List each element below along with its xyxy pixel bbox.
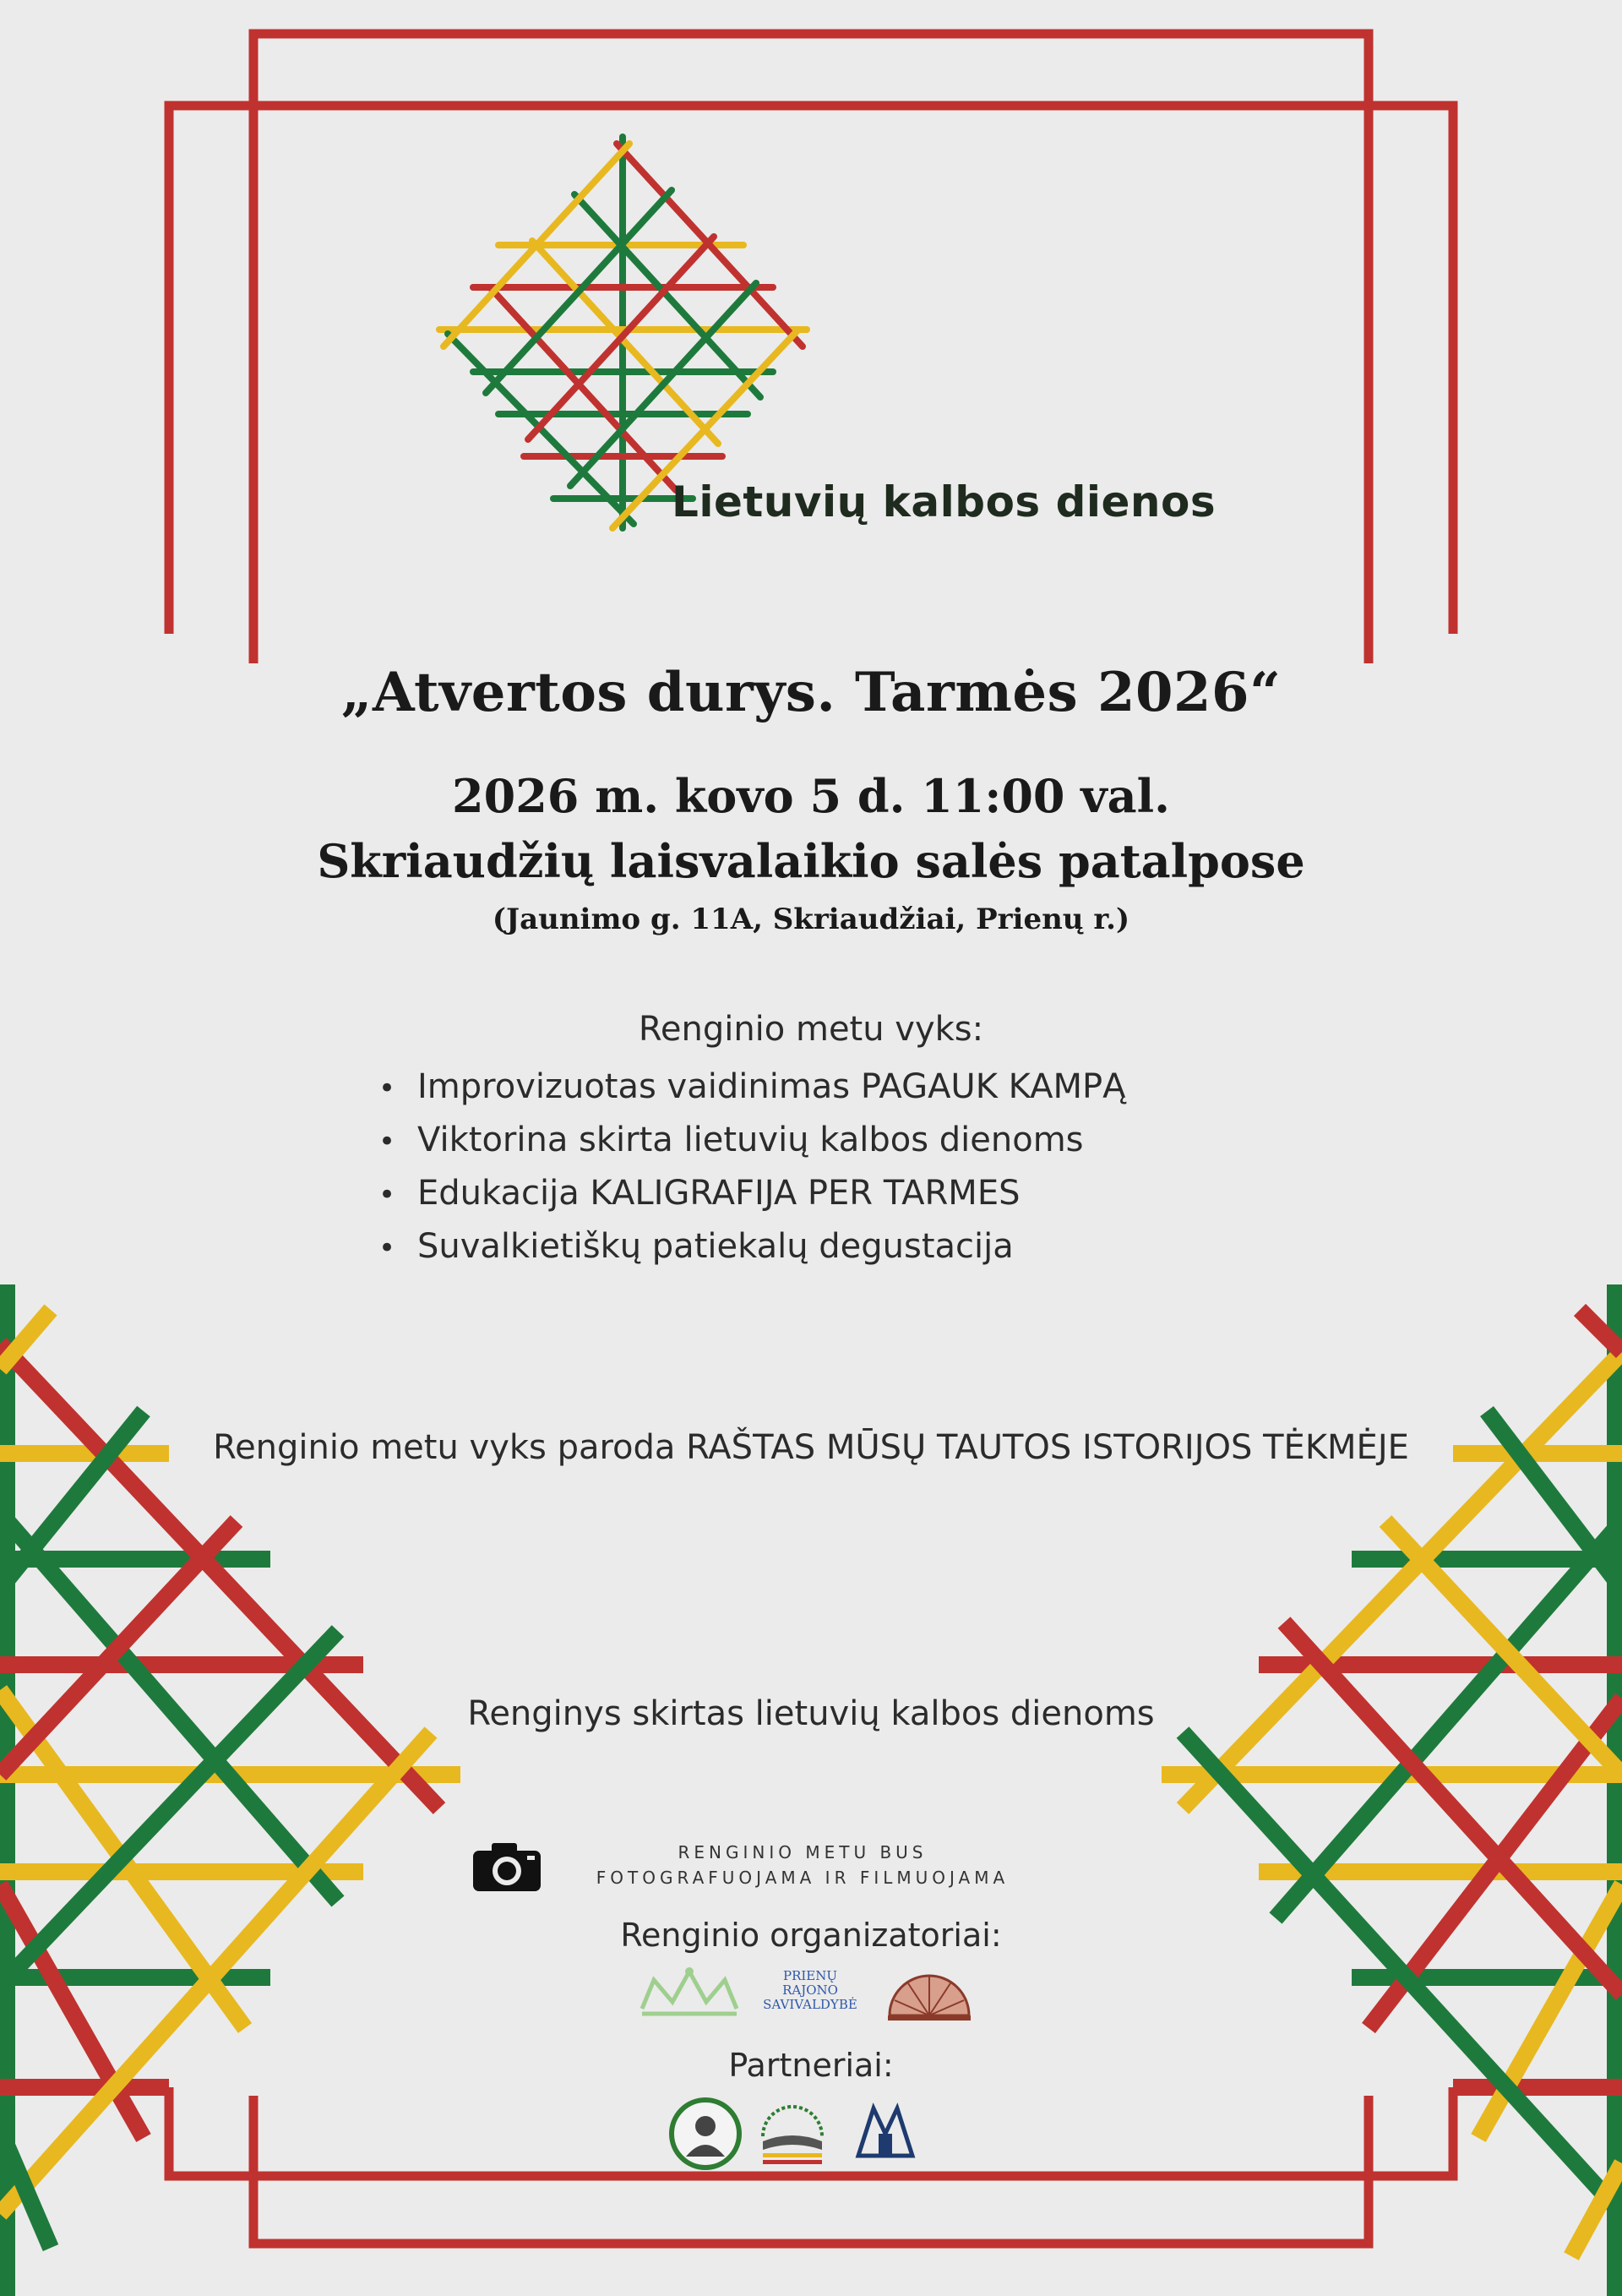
book-logo — [756, 2097, 829, 2170]
woven-diamond-logo — [439, 137, 807, 528]
event-title: „Atvertos durys. Tarmės 2026“ — [340, 661, 1282, 724]
exhibition-notice: Renginio metu vyks paroda RAŠTAS MŪSŲ TAUTOS ISTORIJOS TĖKMĖJE — [213, 1428, 1409, 1467]
program-intro: Renginio metu vyks: — [638, 1010, 984, 1049]
partners-label: Partneriai: — [728, 2047, 894, 2084]
fan-emblem-logo — [883, 1965, 976, 2024]
library-logo — [853, 2100, 917, 2168]
event-date-time: 2026 m. kovo 5 d. 11:00 val. — [452, 769, 1170, 823]
program-list — [372, 1061, 1126, 1273]
organizers-label: Renginio organizatoriai: — [620, 1917, 1002, 1954]
prienu-rajono-logo: PRIENŲ RAJONO SAVIVALDYBĖ — [763, 1968, 857, 2012]
photo-video-notice: RENGINIO METU BUS FOTOGRAFUOJAMA IR FILMUOJAMA — [596, 1842, 1010, 1888]
program-item: • Suvalkietiškų patiekalų degustacija — [372, 1220, 1126, 1273]
dedication-text: Renginys skirtas lietuvių kalbos dienoms — [467, 1694, 1155, 1733]
program-item: • Edukacija KALIGRAFIJA PER TARMES — [372, 1167, 1126, 1220]
top-red-frame — [169, 34, 1453, 663]
crown-logo — [635, 1965, 743, 2024]
portrait-seal-logo — [667, 2096, 743, 2172]
event-venue: Skriaudžių laisvalaikio salės patalpose — [317, 834, 1305, 888]
brand-name: Lietuvių kalbos dienos — [672, 477, 1216, 526]
program-item: • Viktorina skirta lietuvių kalbos dienoms — [372, 1114, 1126, 1167]
camera-icon — [471, 1841, 542, 1893]
program-item: • Improvizuotas vaidinimas PAGAUK KAMPĄ — [372, 1061, 1126, 1114]
event-address: (Jaunimo g. 11A, Skriaudžiai, Prienų r.) — [492, 903, 1130, 936]
